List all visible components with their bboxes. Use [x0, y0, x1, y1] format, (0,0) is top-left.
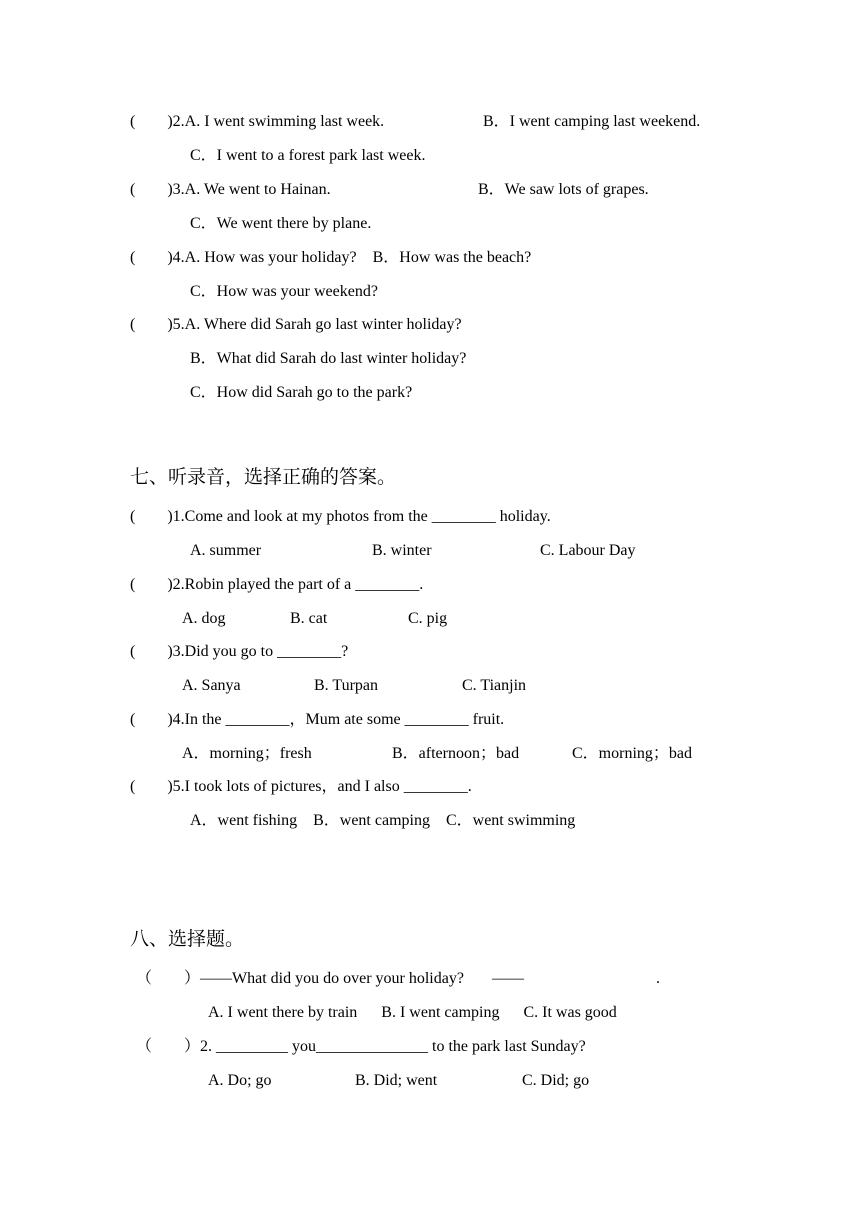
part8-q2-option-c: C. Did; go — [522, 1072, 590, 1089]
part8-q2-stem: （ ）2. _________ you______________ to the park last Sunday? — [136, 1038, 586, 1055]
part7-q2-option-a: A. dog — [182, 610, 226, 627]
part6-q3-option-b: B．We saw lots of grapes. — [478, 181, 649, 198]
part7-q4-stem: ( )4.In the ________，Mum ate some ________ fruit. — [130, 711, 505, 728]
part7-q3-stem: ( )3.Did you go to ________? — [130, 643, 349, 660]
part6-q5-stem: ( )5.A. Where did Sarah go last winter holiday? — [130, 316, 462, 333]
part7-q5-stem: ( )5.I took lots of pictures，and I also ________. — [130, 778, 472, 795]
part6-q5-option-b: B．What did Sarah do last winter holiday? — [190, 350, 467, 367]
part7-q5-options: A．went fishing B．went camping C．went swimming — [190, 812, 576, 829]
part7-q3-option-a: A. Sanya — [182, 677, 241, 694]
part6-q2-option-c: C．I went to a forest park last week. — [190, 147, 426, 164]
part8-q1-options: A. I went there by train B. I went camping C. It was good — [208, 1004, 617, 1021]
part7-q1-option-c: C. Labour Day — [540, 542, 636, 559]
section-title-part7: 七、听录音，选择正确的答案。 — [130, 466, 397, 488]
section-title-part8: 八、选择题。 — [130, 928, 245, 950]
part6-q2-stem: ( )2.A. I went swimming last week. — [130, 113, 385, 130]
part7-q2-stem: ( )2.Robin played the part of a ________. — [130, 576, 424, 593]
part6-q2-option-b: B．I went camping last weekend. — [483, 113, 701, 130]
part7-q1-option-b: B. winter — [372, 542, 432, 559]
part7-q2-option-b: B. cat — [290, 610, 328, 627]
part7-q1-stem: ( )1.Come and look at my photos from the ________ holiday. — [130, 508, 551, 525]
part6-q5-option-c: C．How did Sarah go to the park? — [190, 384, 413, 401]
part6-q3-stem: ( )3.A. We went to Hainan. — [130, 181, 331, 198]
part8-q2-option-b: B. Did; went — [355, 1072, 438, 1089]
part7-q4-option-b: B．afternoon；bad — [392, 745, 520, 762]
part6-q4-stem: ( )4.A. How was your holiday? B．How was the beach? — [130, 249, 532, 266]
part8-q1-stem: （ ）——What did you do over your holiday? —— . — [136, 970, 660, 987]
part8-q2-option-a: A. Do; go — [208, 1072, 272, 1089]
part7-q3-option-b: B. Turpan — [314, 677, 379, 694]
part6-q4-option-c: C．How was your weekend? — [190, 283, 378, 300]
part7-q4-option-a: A．morning；fresh — [182, 745, 312, 762]
part7-q4-option-c: C．morning；bad — [572, 745, 692, 762]
part7-q2-option-c: C. pig — [408, 610, 448, 627]
part7-q1-option-a: A. summer — [190, 542, 262, 559]
part7-q3-option-c: C. Tianjin — [462, 677, 527, 694]
part6-q3-option-c: C．We went there by plane. — [190, 215, 372, 232]
